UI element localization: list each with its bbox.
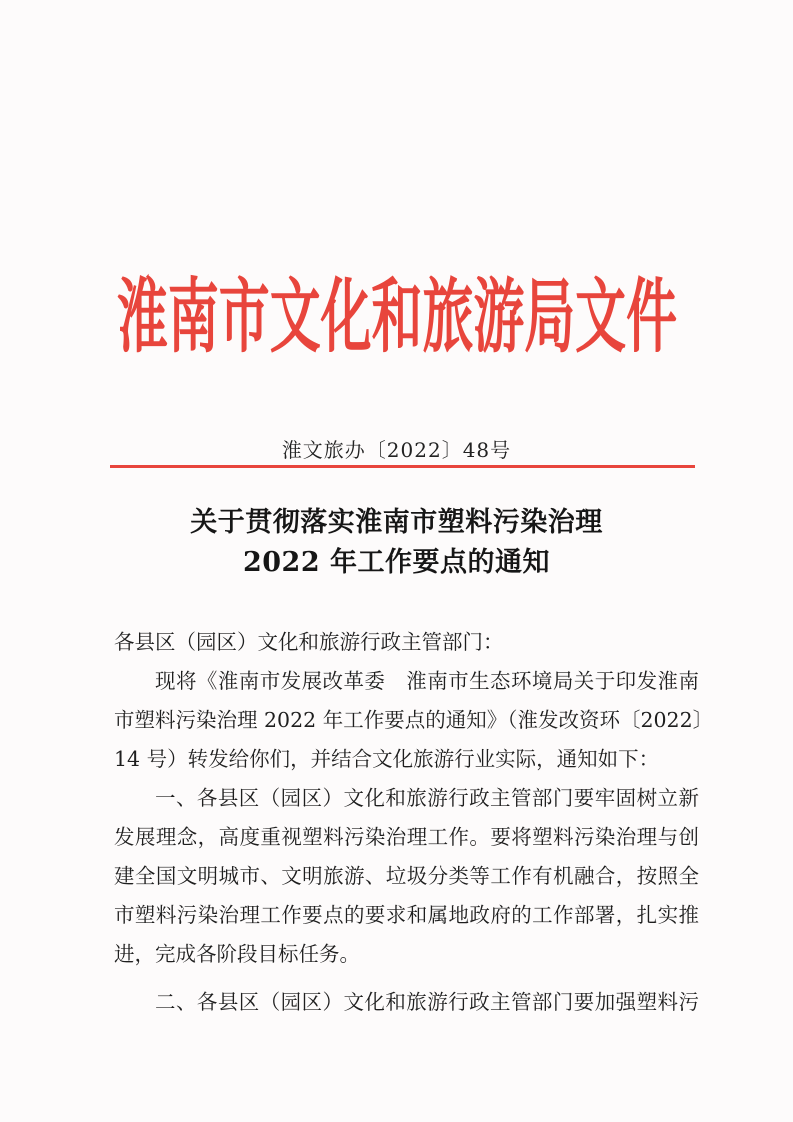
red-divider-line (110, 465, 695, 468)
issuer-title-svg (107, 253, 687, 363)
salutation: 各县区（园区）文化和旅游行政主管部门： (114, 630, 504, 654)
issuer-masthead (0, 248, 793, 368)
document-title-line-2: 2022 年工作要点的通知 (242, 547, 551, 578)
paragraph-line: 发展理念，高度重视塑料污染治理工作。要将塑料污染治理与创 (114, 825, 699, 849)
paragraph-1 (114, 662, 714, 779)
paragraph-line: 建全国文明城市、文明旅游、垃圾分类等工作有机融合，按照全 (114, 864, 699, 888)
paragraph-2 (114, 779, 699, 974)
paragraph-line: 14 号）转发给你们，并结合文化旅游行业实际，通知如下： (114, 747, 660, 771)
paragraph-line: 一、各县区（园区）文化和旅游行政主管部门要牢固树立新 (155, 786, 699, 810)
paragraph-line: 市塑料污染治理 2022 年工作要点的通知》（淮发改资环〔2022〕 (114, 708, 714, 732)
document-number: 淮文旅办〔2022〕48号 (281, 438, 512, 462)
issuer-title: 淮南市文化和旅游局文件 (116, 271, 677, 365)
document-title-line-1: 关于贯彻落实淮南市塑料污染治理 (190, 507, 603, 538)
paragraph-line: 进，完成各阶段目标任务。 (114, 942, 360, 966)
document-body (114, 623, 714, 1022)
paragraph-line: 二、各县区（园区）文化和旅游行政主管部门要加强塑料污 (155, 990, 699, 1014)
paragraph-line: 现将《淮南市发展改革委 淮南市生态环境局关于印发淮南 (155, 669, 699, 693)
paragraph-line: 市塑料污染治理工作要点的要求和属地政府的工作部署，扎实推 (114, 903, 699, 927)
paragraph-3 (114, 983, 699, 1022)
